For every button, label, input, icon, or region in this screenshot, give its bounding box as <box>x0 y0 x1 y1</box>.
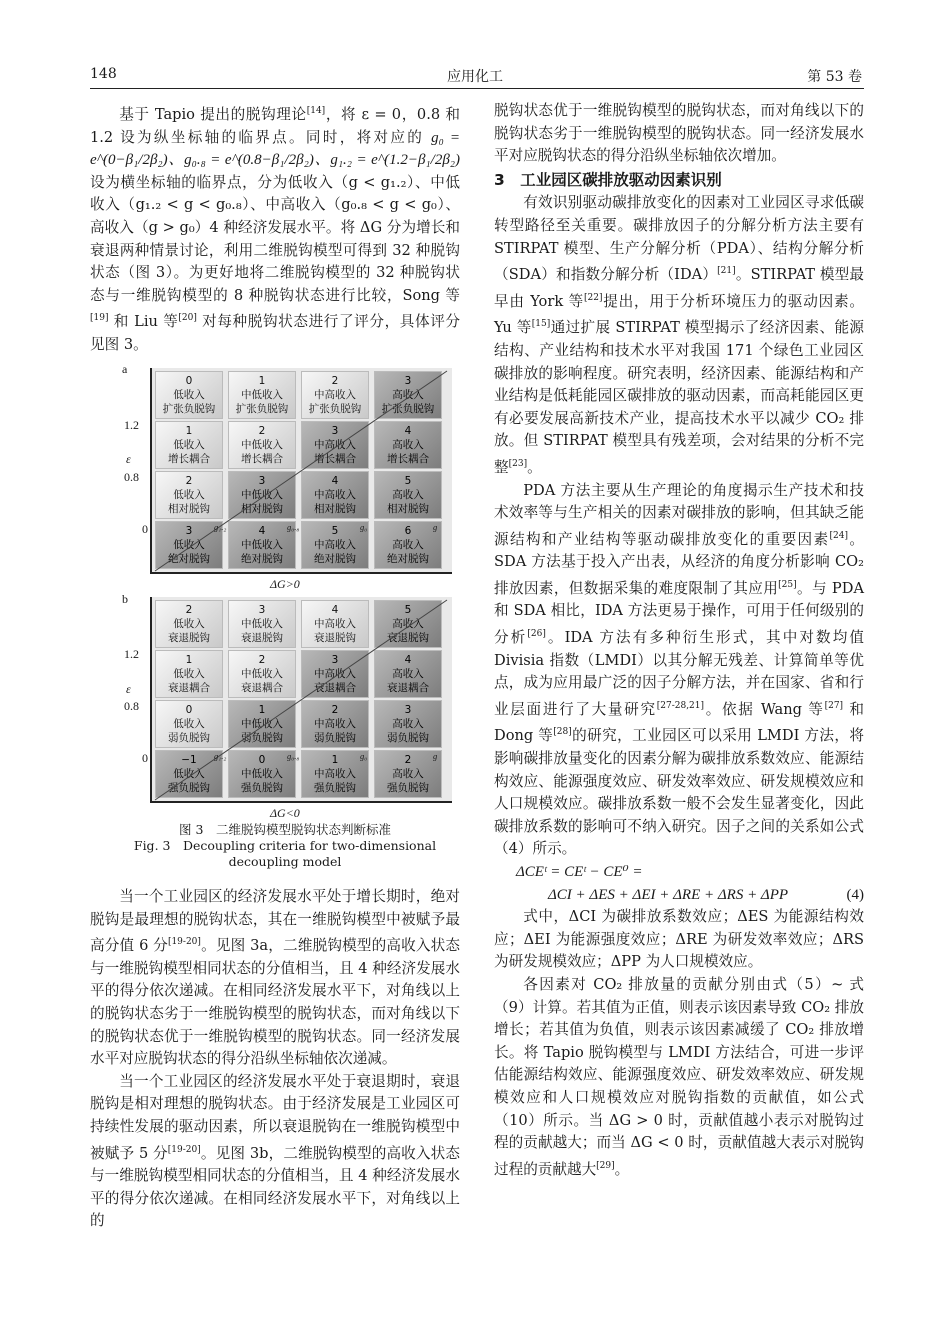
figure-3 <box>120 360 450 882</box>
cell-score: 5 <box>404 475 412 487</box>
diagonal-segment <box>155 371 447 571</box>
x-axis-tick: g₁.₂ <box>214 522 227 532</box>
cell-score: 5 <box>331 525 339 537</box>
right-paragraph-0: 脱钩状态优于一维脱钩模型的脱钩状态，而对角线以下的脱钩状态劣于一维脱钩模型的脱钩状态。同一经济发展水平对应脱钩状态的得分沿纵坐标轴依次增加。 <box>494 102 864 165</box>
cell-income-level: 中高收入 <box>314 768 356 780</box>
cell-state: 衰退脱钩 <box>387 632 429 644</box>
cell-score: 2 <box>258 654 266 666</box>
cell-state: 强负脱钩 <box>314 782 356 794</box>
cell-score: 3 <box>331 654 339 666</box>
cell-score: 0 <box>185 704 193 716</box>
cell-income-level: 低收入 <box>173 489 205 501</box>
cell-state: 衰退耦合 <box>168 682 210 694</box>
cell-state: 弱负脱钩 <box>168 732 210 744</box>
cell-state: 增长耦合 <box>241 453 283 465</box>
cell-score: 4 <box>258 525 266 537</box>
header-rule <box>90 88 864 89</box>
cell-state: 绝对脱钩 <box>314 553 356 565</box>
cell-state: 衰退脱钩 <box>241 632 283 644</box>
cell-score: 3 <box>404 375 412 387</box>
cell-income-level: 高收入 <box>392 389 424 401</box>
cell-state: 扩张负脱钩 <box>381 403 435 415</box>
left-paragraph-3: 当一个工业园区的经济发展水平处于衰退期时，衰退脱钩是相对理想的脱钩状态。由于经济发展是工业园区可持续性发展的驱动因素，所以衰退脱钩在一维脱钩模型中被赋予 5 分[19-20]。见图 3b，二维脱钩模型的高收入状态与一维脱钩模型相同状态的分值相当，且 4 种经济发展水平的得分依次递减。在相同经济发展水平下，对角线以上的 <box>90 1072 460 1230</box>
x-axis-tick: g <box>433 522 438 532</box>
y-axis-label-a: ε <box>126 452 131 466</box>
right-paragraph-1: 有效识别驱动碳排放变化的因素对工业园区寻求低碳转型路径至关重要。碳排放因子的分解分析方法主要有 STIRPAT 模型、生产分解分析（PDA）、结构分解分析（SDA）和指数分解分析（IDA）[21]。STIRPAT 模型最早由 York 等[22]提出，用于分析环境压力的驱动因素。Yu 等[15]通过扩展 STIRPAT 模型揭示了经济因素、能源结构、产业结构和技术水平对我国 171 个绿色工业园区碳排放的影响程度。研究表明，经济因素、能源结构和产业结构是低耗能园区碳排放的驱动因素，而高耗能园区更有必要发展高新技术产业，提高技术水平以减少 CO₂ 排放。但 STIRPAT 模型具有残差项，会对结果的分析不完整[23]。 <box>494 194 865 476</box>
delta-g-negative: ΔG<0 <box>270 806 300 820</box>
y-tick-b-0: 0 <box>142 751 148 765</box>
x-axis-tick: g₀ <box>360 522 368 532</box>
cell-score: 2 <box>258 425 266 437</box>
x-axis-tick: g <box>433 751 438 761</box>
y-tick-a-1.2: 1.2 <box>124 418 139 432</box>
x-axis-tick: g₀ <box>360 751 368 761</box>
cell-score: 4 <box>331 475 339 487</box>
cell-score: 2 <box>404 754 412 766</box>
cell-income-level: 高收入 <box>392 718 424 730</box>
cell-income-level: 高收入 <box>392 768 424 780</box>
cell-state: 弱负脱钩 <box>387 732 429 744</box>
left-paragraph-1: 基于 Tapio 提出的脱钩理论[14]，将 ε = 0，0.8 和 1.2 设为纵坐标轴的临界点。同时，将对应的 g₀ = e^(0−β₁/2β₂)、g₀.₈ = e^(0.8−β₁/2β₂)、g₁.₂ = e^(1.2−β₁/2β₂) 设为横坐标轴的临界点，分为低收入（g < g₁.₂）、中低收入（g₁.₂ < g < g₀.₈）、中高收入（g₀.₈ < g < g₀）、高收入（g > g₀）4 种经济发展水平。将 ΔG 分为增长和衰退两种情景讨论，利用二维脱钩模型可得到 32 种脱钩状态（图 3）。为更好地将二维脱钩模型的 32 种脱钩状态与一维脱钩模型的 8 种脱钩状态进行比较，Song 等[19] 和 Liu 等[20] 对每种脱钩状态进行了评分，具体评分见图 3。 <box>90 106 460 353</box>
cell-state: 弱负脱钩 <box>314 732 356 744</box>
cell-score: 3 <box>258 475 266 487</box>
cell-score: −1 <box>181 754 197 766</box>
cell-score: 3 <box>331 425 339 437</box>
cell-score: 5 <box>404 604 412 616</box>
right-paragraph-3: 式中，ΔCI 为碳排放系数效应；ΔES 为能源结构效应；ΔEI 为能源强度效应；ΔRE 为研发效率效应；ΔRS 为研发规模效应；ΔPP 为人口规模效应。 <box>494 908 864 971</box>
cell-income-level: 中低收入 <box>241 718 283 730</box>
cell-income-level: 高收入 <box>392 668 424 680</box>
cell-score: 3 <box>404 704 412 716</box>
cell-state: 衰退脱钩 <box>314 632 356 644</box>
x-axis-tick: g₀.₈ <box>287 751 300 761</box>
cell-state: 衰退耦合 <box>241 682 283 694</box>
cell-income-level: 中低收入 <box>241 439 283 451</box>
page-number: 148 <box>90 66 117 82</box>
formula-4-line-1: ΔCEᵗ = CEᵗ − CE⁰ = <box>516 864 643 880</box>
left-paragraph-2: 当一个工业园区的经济发展水平处于增长期时，绝对脱钩是最理想的脱钩状态，其在一维脱钩模型中被赋予最高分值 6 分[19-20]。见图 3a，二维脱钩模型的高收入状态与一维脱钩模型相同状态的分值相当，且 4 种经济发展水平的得分依次递减。在相同经济发展水平下，对角线以上的脱钩状态劣于一维脱钩模型的脱钩状态，而对角线以下的脱钩状态优于一维脱钩模型的脱钩状态。同一经济发展水平对应脱钩状态的得分沿纵坐标轴依次递减。 <box>90 888 460 1068</box>
y-tick-b-1.2: 1.2 <box>124 647 139 661</box>
cell-income-level: 低收入 <box>173 439 205 451</box>
journal-title: 应用化工 <box>447 69 503 85</box>
cell-state: 相对脱钩 <box>241 503 283 515</box>
figure-caption-en-2: decoupling model <box>228 854 342 869</box>
panel-b-label: b <box>122 592 128 606</box>
cell-income-level: 中低收入 <box>241 618 283 630</box>
cell-state: 强负脱钩 <box>241 782 283 794</box>
cell-score: 3 <box>258 604 266 616</box>
cell-score: 4 <box>331 604 339 616</box>
diagonal-segment <box>155 600 447 800</box>
cell-income-level: 高收入 <box>392 489 424 501</box>
panel-a-grid <box>150 368 452 574</box>
cell-income-level: 中高收入 <box>314 618 356 630</box>
cell-score: 6 <box>404 525 412 537</box>
volume-label: 第 53 卷 <box>807 69 862 85</box>
figure-caption-cn: 图 3 二维脱钩模型脱钩状态判断标准 <box>179 822 391 837</box>
cell-score: 2 <box>331 375 339 387</box>
cell-income-level: 低收入 <box>173 668 205 680</box>
cell-income-level: 中低收入 <box>241 389 283 401</box>
cell-income-level: 低收入 <box>173 618 205 630</box>
right-paragraph-2: PDA 方法主要从生产理论的角度揭示生产技术和技术效率等与生产相关的因素对碳排放的影响，但其缺乏能源结构和产业结构等驱动碳排放变化的重要因素[24]。SDA 方法基于投入产出表，从经济的角度分析影响 CO₂ 排放因素，但数据采集的难度限制了其应用[25]。与 PDA 和 SDA 相比，IDA 方法更易于操作，可用于任何级别的分析[26]。IDA 方法有多种衍生形式，其中对数均值 Divisia 指数（LMDI）以其分解无残差、计算简单等优点，成为应用最广泛的因子分解方法，并在国家、省和行业层面进行了大量研究[27-28,21]。依据 Wang 等[27] 和 Dong 等[28]的研究，工业园区可以采用 LMDI 方法，将影响碳排放量变化的因素分解为碳排放系数效应、能源结构效应、能源强度效应、研发效率效应、研发规模效应和人口规模效应。碳排放系数一般不会发生显著变化，因此碳排放系数的影响可不纳入研究。因子之间的关系如公式（4）所示。 <box>494 481 864 858</box>
cell-state: 相对脱钩 <box>168 503 210 515</box>
cell-income-level: 高收入 <box>392 618 424 630</box>
x-axis-tick: g₀.₈ <box>287 522 300 532</box>
cell-income-level: 中高收入 <box>314 489 356 501</box>
cell-state: 扩张负脱钩 <box>162 403 216 415</box>
cell-state: 增长耦合 <box>387 453 429 465</box>
cell-state: 绝对脱钩 <box>387 553 429 565</box>
cell-state: 扩张负脱钩 <box>235 403 289 415</box>
cell-score: 1 <box>258 375 266 387</box>
cell-score: 1 <box>185 654 193 666</box>
cell-state: 强负脱钩 <box>168 782 210 794</box>
y-tick-b-0.8: 0.8 <box>124 699 139 713</box>
cell-income-level: 低收入 <box>173 539 205 551</box>
cell-income-level: 低收入 <box>173 768 205 780</box>
cell-score: 2 <box>331 704 339 716</box>
cell-income-level: 低收入 <box>173 389 205 401</box>
critical-g-formula: g₀ = e^(0−β₁/2β₂)、g₀.₈ = e^(0.8−β₁/2β₂)、g₁.₂ = e^(1.2−β₁/2β₂) <box>90 129 460 169</box>
cell-score: 1 <box>185 425 193 437</box>
cell-score: 3 <box>185 525 193 537</box>
cell-income-level: 中低收入 <box>241 489 283 501</box>
cell-income-level: 中低收入 <box>241 539 283 551</box>
cell-income-level: 低收入 <box>173 718 205 730</box>
cell-state: 绝对脱钩 <box>241 553 283 565</box>
diagonal-line <box>152 597 452 801</box>
y-tick-a-0.8: 0.8 <box>124 470 139 484</box>
cell-state: 绝对脱钩 <box>168 553 210 565</box>
figure-caption-en-1: Fig. 3 Decoupling criteria for two-dimensional <box>133 838 437 853</box>
cell-state: 强负脱钩 <box>387 782 429 794</box>
panel-b-grid <box>150 597 452 803</box>
y-axis-label-b: ε <box>126 682 131 696</box>
cell-income-level: 高收入 <box>392 439 424 451</box>
cell-state: 相对脱钩 <box>387 503 429 515</box>
cell-score: 1 <box>331 754 339 766</box>
cell-score: 2 <box>185 475 193 487</box>
cell-score: 0 <box>185 375 193 387</box>
delta-g-positive: ΔG>0 <box>270 577 300 591</box>
panel-a-label: a <box>122 362 128 376</box>
cell-income-level: 中高收入 <box>314 439 356 451</box>
diagonal-line <box>152 368 452 572</box>
cell-income-level: 中高收入 <box>314 668 356 680</box>
cell-state: 增长耦合 <box>314 453 356 465</box>
cell-state: 弱负脱钩 <box>241 732 283 744</box>
cell-income-level: 中高收入 <box>314 718 356 730</box>
cell-income-level: 中低收入 <box>241 768 283 780</box>
right-column <box>494 100 864 1181</box>
cell-score: 0 <box>258 754 266 766</box>
cell-score: 4 <box>404 654 412 666</box>
cell-score: 1 <box>258 704 266 716</box>
section-heading-3: 3 工业园区碳排放驱动因素识别 <box>494 170 722 189</box>
cell-state: 相对脱钩 <box>314 503 356 515</box>
cell-state: 衰退耦合 <box>387 682 429 694</box>
cell-state: 扩张负脱钩 <box>308 403 362 415</box>
right-paragraph-4: 各因素对 CO₂ 排放量的贡献分别由式（5）~ 式（9）计算。若其值为正值，则表示该因素导致 CO₂ 排放增长；若其值为负值，则表示该因素减缓了 CO₂ 排放增长。将 Tapio 脱钩模型与 LMDI 方法结合，可进一步评估能源结构效应、能源强度效应、研发效率效应、研发规模效应和人口规模效应对脱钩指数的贡献值，如公式（10）所示。当 ΔG > 0 时，贡献值越小表示对脱钩过程的贡献越大；而当 ΔG < 0 时，贡献值越大表示对脱钩过程的贡献越大[29]。 <box>494 975 864 1178</box>
x-axis-tick: g₁.₂ <box>214 751 227 761</box>
cell-state: 衰退脱钩 <box>168 632 210 644</box>
cell-score: 2 <box>185 604 193 616</box>
formula-4-line-2: ΔCI + ΔES + ΔEI + ΔRE + ΔRS + ΔPP (4) <box>494 884 864 907</box>
formula-number: (4) <box>846 886 864 903</box>
cell-state: 衰退耦合 <box>314 682 356 694</box>
left-column-bottom <box>90 886 460 1233</box>
cell-income-level: 中高收入 <box>314 389 356 401</box>
cell-income-level: 高收入 <box>392 539 424 551</box>
cell-state: 增长耦合 <box>168 453 210 465</box>
y-tick-a-0: 0 <box>142 522 148 536</box>
cell-income-level: 中高收入 <box>314 539 356 551</box>
cell-score: 4 <box>404 425 412 437</box>
cell-income-level: 中低收入 <box>241 668 283 680</box>
left-column-top <box>90 100 460 357</box>
